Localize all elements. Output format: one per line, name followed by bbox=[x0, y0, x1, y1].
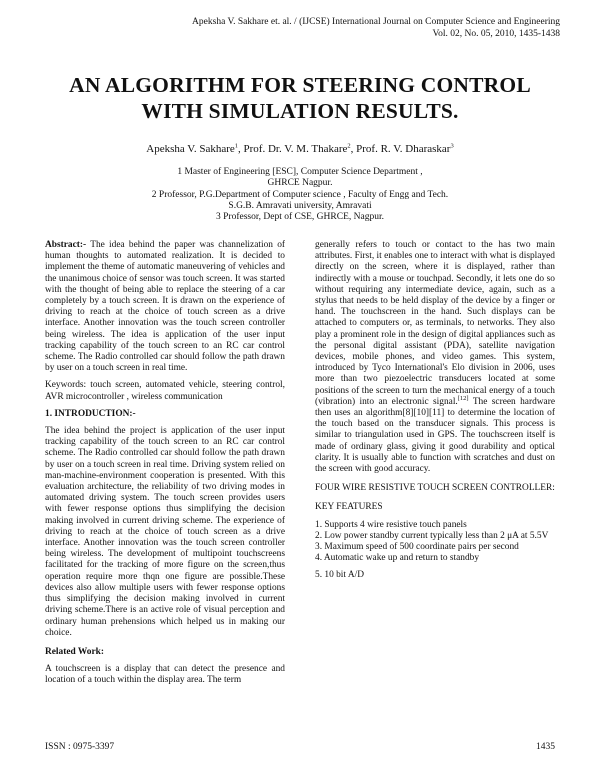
affiliation-line: 2 Professor, P.G.Department of Computer science , Faculty of Engg and Tech. bbox=[151, 190, 449, 200]
touchscreen-paragraph: generally refers to touch or contact to the has two main attributes. First, it enables one to interact with what is displayed directly on the screen, where it is displayed, rather than indirectly with a mouse or touchpad. Secondly, it lets one do so without requiring any intermediate device, again, such as a stylus that needs to be held display of the device by a finger or hand. The touchscreen in the hand. Such displays can be attached to computers or, as terminals, to networks. They also play a prominent role in the design of digital appliances such as the personal digital assistant (PDA), satellite navigation devices, mobile phones, and video games. This system, introduced by Tyco International's Elo division in 2006, uses more than two piezoelectric transducers located at some positions of the screen to turn the mechanical energy of a touch (vibration) into an electronic signal.[12] The screen hardware then uses an algorithm[8][10][11] to determine the location of the touch based on the transducer signals. This process is similar to triangulation used in GPS. The touchscreen itself is made of ordinary glass, giving it good durability and optical clarity. It is usually able to function with scratches and dust on the screen with good accuracy. bbox=[315, 240, 556, 475]
list-item: 2. Low power standby current typically less than 2 μA at 5.5V bbox=[315, 530, 549, 541]
issn-footer: ISSN : 0975-3397 bbox=[45, 742, 115, 752]
list-item: 5. 10 bit A/D bbox=[315, 570, 364, 581]
introduction-heading: 1. INTRODUCTION:- bbox=[45, 408, 136, 419]
affiliation-line: 3 Professor, Dept of CSE, GHRCE, Nagpur. bbox=[216, 212, 384, 222]
title-line-1: AN ALGORITHM FOR STEERING CONTROL bbox=[69, 73, 531, 97]
paragraph-part: The touchscreen in the hand. Such displays can be attached to computers or, as terminals, to networks. They also play a prominent role in the design of digital appliances such as the personal digital assistant (PDA), satellite navigation devices, mobile phones, and video games. This system, introduced by Tyco International's Elo division in 2006, uses more than two piezoelectric transducers located at some positions of the screen to turn the mechanical energy of a touch (vibration) into an electronic signal. bbox=[315, 307, 556, 407]
header-line-2: Vol. 02, No. 05, 2010, 1435-1438 bbox=[432, 29, 560, 39]
right-column bbox=[315, 240, 555, 582]
features-list bbox=[315, 520, 555, 582]
list-item: 4. Automatic wake up and return to standby bbox=[315, 553, 480, 564]
author-list bbox=[0, 143, 600, 155]
author-2: , Prof. Dr. V. M. Thakare bbox=[238, 143, 348, 155]
key-features-heading: KEY FEATURES bbox=[315, 502, 383, 513]
list-item: 1. Supports 4 wire resistive touch panels bbox=[315, 519, 467, 530]
page-number: 1435 bbox=[536, 742, 555, 752]
author-3-mark: 3 bbox=[450, 142, 454, 150]
affiliation-line: 1 Master of Engineering [ESC], Computer Science Department , bbox=[177, 167, 423, 177]
affiliation-line: GHRCE Nagpur. bbox=[267, 178, 333, 188]
author-1: Apeksha V. Sakhare bbox=[146, 143, 235, 155]
abstract-text: The idea behind the paper was channelization of human thoughts to automated realization. It is decided to implement the theme of automatic maneuvering of vehicles and the unanimous choice of sensor was touch screen. It was started with the thought of being able to replace the steering of a car completely by a touch screen. It is drawn on the experience of driving to reach at the choice of touch screen as a drive interface. Another innovation was the touch screen controller being wireless. The idea is application of the user input tracking capability of the touch screen to an RC car control scheme. The Radio controlled car should follow the path drawn by user on a touch screen in real time. bbox=[45, 240, 285, 374]
author-3: , Prof. R. V. Dharaskar bbox=[350, 143, 451, 155]
affiliation-line: S.G.B. Amravati university, Amravati bbox=[228, 201, 372, 211]
abstract bbox=[45, 240, 285, 374]
author-1-mark: 1 bbox=[234, 142, 239, 150]
related-work-text: A touchscreen is a display that can detect the presence and location of a touch within the display area. The term bbox=[45, 664, 285, 686]
list-item: 3. Maximum speed of 500 coordinate pairs per second bbox=[315, 542, 519, 553]
left-column bbox=[45, 240, 285, 693]
keywords: Keywords: touch screen, automated vehicle, steering control, AVR microcontroller , wireless communication bbox=[45, 380, 285, 402]
header-line-1: Apeksha V. Sakhare et. al. / (IJCSE) International Journal on Computer Science and Engineering bbox=[192, 17, 560, 27]
abstract-label: Abstract:- bbox=[45, 240, 87, 250]
related-work-heading: Related Work: bbox=[45, 646, 104, 657]
title-line-2: WITH SIMULATION RESULTS. bbox=[141, 99, 459, 123]
paragraph-part: The screen hardware then uses an algorithm[8][10][11] to determine the location of the touch based on the transducer signals. This process is similar to triangulation used in GPS. The touchscreen itself is made of ordinary glass, giving it good durability and optical clarity. It is usually able to function with scratches and dust on the screen with good accuracy. bbox=[315, 396, 555, 475]
introduction-text: The idea behind the project is application of the user input tracking capability of the touch screen to an RC car control scheme. The Radio controlled car should follow the path drawn by user on a touch screen in real time. Driving system relied on man-machine-environment cooperation is presented. With this evaluation architecture, the reliability of two driving modes in automated driving system. The touch screen provides users with fewer response options thus simplifying the decision making involved in current driving scheme. The experience of driving to reach at the choice of touch screen as a drive interface. Another innovation was the touch screen controller being wireless. The development of multipoint touchscreens facilitated for the tracking of more figure on the screen,thus operation require more thqn one figure are possible.These devices also allow multiple users with fewer response options thus simplifying the decision making involved in current driving scheme.There is an active role of visual perception and ordinary human prehensions which helped us in making our choice. bbox=[45, 426, 285, 638]
controller-heading: FOUR WIRE RESISTIVE TOUCH SCREEN CONTROLLER: bbox=[315, 483, 555, 494]
author-2-mark: 2 bbox=[347, 142, 351, 150]
citation-mark: [12] bbox=[457, 394, 469, 402]
paragraph-part: generally refers to touch or contact to the has two main attributes. First, it enables one to interact with what is displayed directly on the screen, where it is displayed, rather than indirectly with a mouse or touchpad. Secondly, it lets one do so without requiring any intermediate device, again, such as a stylus that needs to be held bbox=[315, 240, 555, 307]
